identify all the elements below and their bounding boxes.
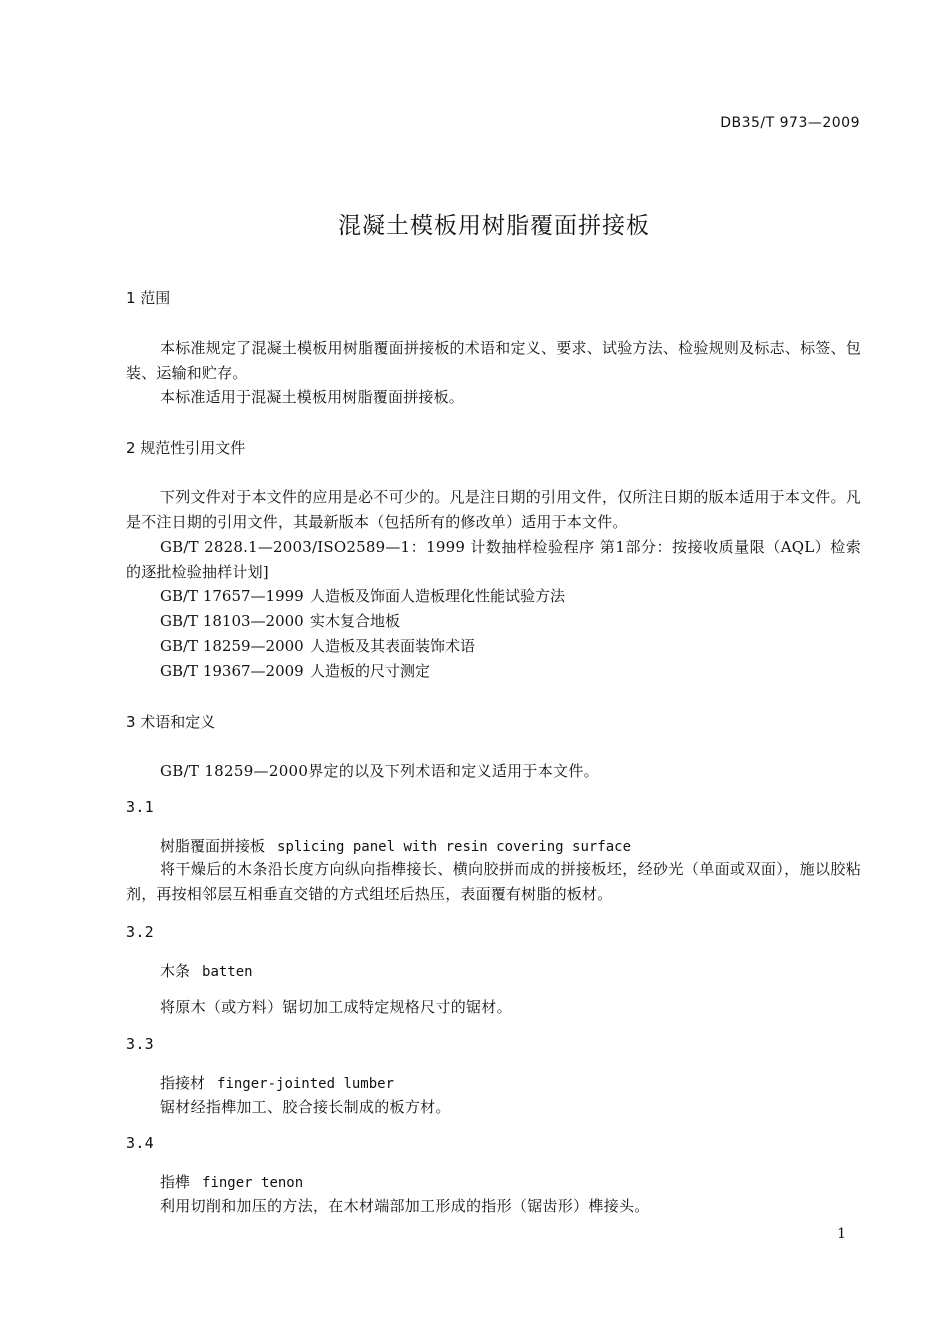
term-definition: 利用切削和加压的方法，在木材端部加工形成的指形（锯齿形）榫接头。 [160, 1197, 650, 1215]
term-heading [160, 1171, 303, 1192]
term-heading [160, 960, 253, 981]
reference-code: GB/T 19367—2009 [160, 662, 304, 680]
reference-gbt-2828: GB/T 2828.1—2003/ISO2589—1：1999 计数抽样检验程序 第1部分：按接收质量限（AQL）检索的逐批检验抽样计划] [126, 538, 861, 581]
term-number: 3.4 [126, 1134, 154, 1152]
page-number: 1 [837, 1226, 846, 1242]
term-name-en: batten [202, 964, 253, 980]
reference-title: 人造板的尺寸测定 [310, 662, 431, 680]
term-heading [160, 835, 631, 856]
term-name-zh: 树脂覆面拼接板 [160, 837, 266, 855]
section-3-heading: 3 术语和定义 [126, 713, 216, 731]
term-name-zh: 指榫 [160, 1173, 191, 1191]
term-heading [160, 1072, 394, 1093]
term-name-en: finger tenon [202, 1175, 304, 1191]
reference-item [160, 660, 430, 681]
term-definition: 将原木（或方料）锯切加工成特定规格尺寸的锯材。 [160, 998, 512, 1016]
reference-title: 人造板及饰面人造板理化性能试验方法 [310, 587, 566, 605]
term-name-en: splicing panel with resin covering surface [277, 839, 632, 855]
term-number: 3.2 [126, 923, 154, 941]
page-title: 混凝土模板用树脂覆面拼接板 [338, 213, 650, 239]
section-1-paragraph-2: 本标准适用于混凝土模板用树脂覆面拼接板。 [160, 388, 465, 406]
reference-code: GB/T 18259—2000 [160, 637, 304, 655]
reference-item [160, 635, 475, 656]
section-2-heading: 2 规范性引用文件 [126, 439, 246, 457]
reference-item [160, 610, 400, 631]
term-number: 3.1 [126, 798, 154, 816]
section-1-heading: 1 范围 [126, 289, 171, 307]
section-1-paragraph-1: 本标准规定了混凝土模板用树脂覆面拼接板的术语和定义、要求、试验方法、检验规则及标志、标签、包装、运输和贮存。 [126, 339, 861, 382]
reference-code: GB/T 18103—2000 [160, 612, 304, 630]
term-number: 3.3 [126, 1035, 154, 1053]
term-definition: 锯材经指榫加工、胶合接长制成的板方材。 [160, 1098, 451, 1116]
reference-code: GB/T 17657—1999 [160, 587, 304, 605]
section-3-intro: GB/T 18259—2000界定的以及下列术语和定义适用于本文件。 [160, 762, 599, 780]
reference-title: 人造板及其表面装饰术语 [310, 637, 476, 655]
term-name-zh: 指接材 [160, 1074, 206, 1092]
reference-title: 实木复合地板 [310, 612, 401, 630]
standard-code: DB35/T 973—2009 [720, 115, 860, 131]
term-definition: 将干燥后的木条沿长度方向纵向指榫接长、横向胶拼而成的拼接板坯，经砂光（单面或双面），施以胶粘剂，再按相邻层互相垂直交错的方式组坯后热压，表面覆有树脂的板材。 [126, 860, 861, 903]
term-name-en: finger-jointed lumber [217, 1076, 395, 1092]
reference-item [160, 585, 565, 606]
section-2-paragraph-1: 下列文件对于本文件的应用是必不可少的。凡是注日期的引用文件，仅所注日期的版本适用于本文件。凡是不注日期的引用文件，其最新版本（包括所有的修改单）适用于本文件。 [126, 488, 861, 531]
term-name-zh: 木条 [160, 962, 191, 980]
